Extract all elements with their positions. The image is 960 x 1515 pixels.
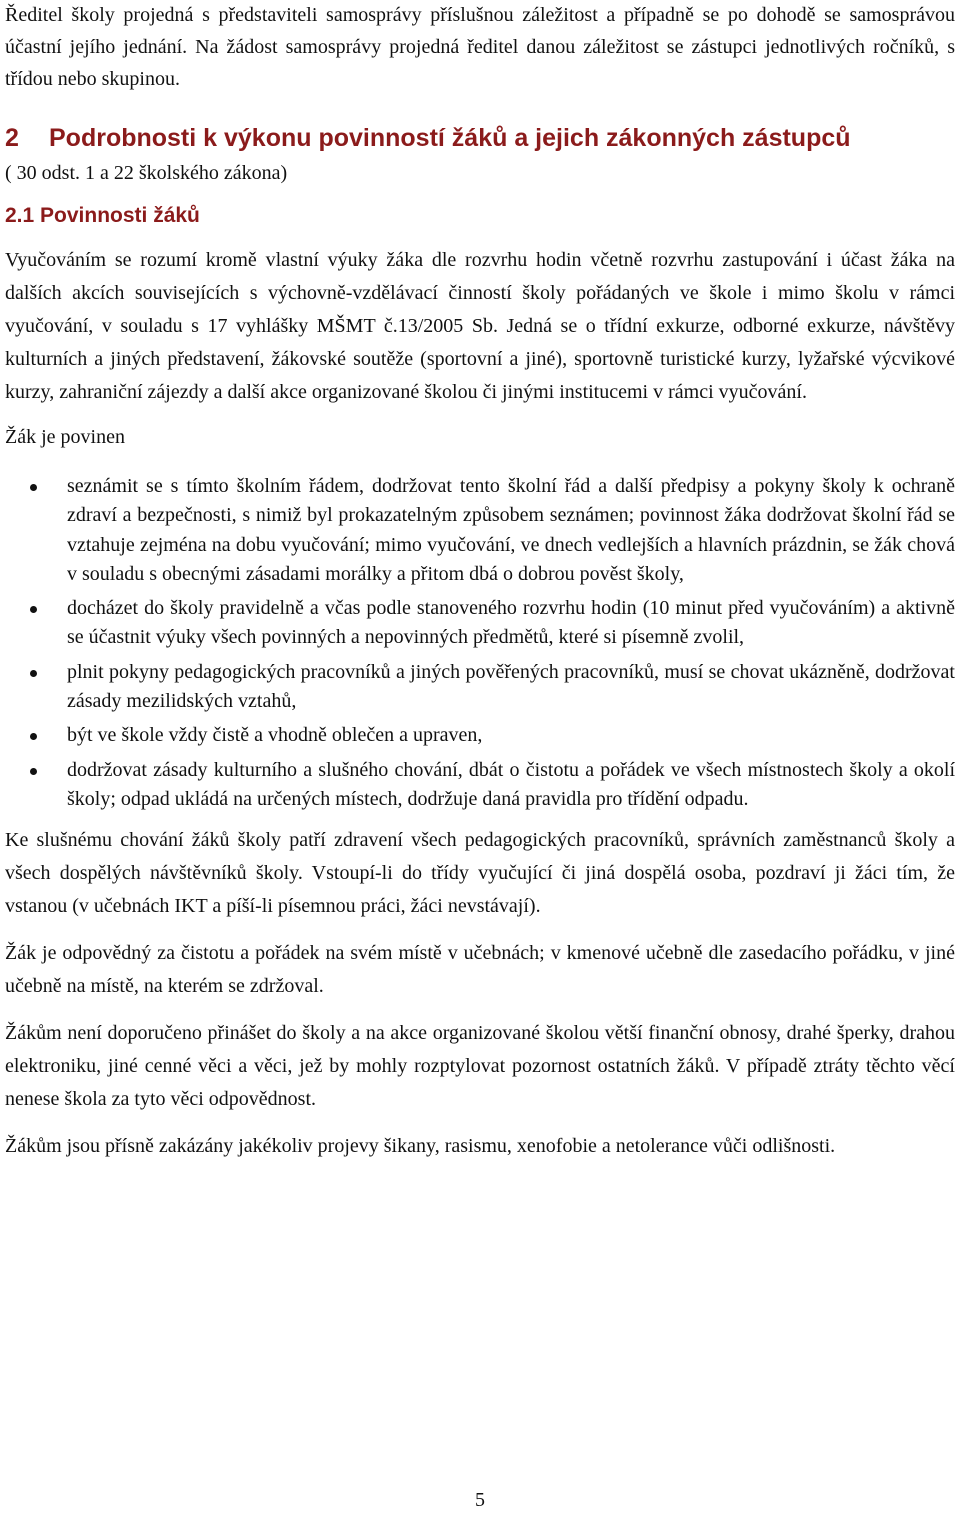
bullet-icon <box>30 484 37 491</box>
list-item <box>5 594 955 653</box>
list-item-text: seznámit se s tímto školním řádem, dodržovat tento školní řád a další předpisy a pokyny školy k ochraně zdraví a bezpečnosti, s nimiž byl prokazatelným způsobem seznámen; povinnost žáka dodržovat školní řád se vztahuje zejména na dobu vyučování; mimo vyučování, ve dnech vedlejších a hlavních prázdnin, se žák chová v souladu s obecnými zásadami morálky a přitom dbá o dobrou pověst školy, <box>67 475 955 585</box>
list-item <box>5 721 955 750</box>
section-title: Podrobnosti k výkonu povinností žáků a jejich zákonných zástupců <box>49 124 851 152</box>
list-item-text: být ve škole vždy čistě a vhodně oblečen a upraven, <box>67 724 483 747</box>
list-item <box>5 472 955 589</box>
list-item-text: plnit pokyny pedagogických pracovníků a jiných pověřených pracovníků, musí se chovat ukázněně, dodržovat zásady mezilidských vztahů, <box>67 660 955 713</box>
section-heading <box>5 119 955 157</box>
document-page <box>5 0 955 1515</box>
list-item <box>5 658 955 717</box>
subsection-heading: 2.1 Povinnosti žáků <box>5 204 200 227</box>
list-item <box>5 756 955 815</box>
list-item-text: dodržovat zásady kulturního a slušného chování, dbát o čistotu a pořádek ve všech místnostech školy a okolí školy; odpad ukládá na určených místech, dodržuje daná pravidla pro třídění odpadu. <box>67 758 955 810</box>
duties-list <box>5 472 955 814</box>
bullet-icon <box>30 670 37 677</box>
paragraph-vyucovani: Vyučováním se rozumí kromě vlastní výuky žáka dle rozvrhu hodin včetně rozvrhu zastupování i účast žáka na dalších akcích souvisejících s výchovně-vzdělávací činností školy pořádaných ve škole i mimo školu v rámci vyučování, v souladu s 17 vyhlášky MŠMT č.13/2005 Sb. Jedná se o třídní exkurze, odborné exkurze, návštěvy kulturních a jiných představení, žákovské soutěže (sportovní a jiné), sportovně turistické kurzy, lyžařské výcvikové kurzy, zahraniční zájezdy a další akce organizované školou či jinými institucemi v rámci vyučování. <box>5 249 955 403</box>
paragraph-cistota: Žák je odpovědný za čistotu a pořádek na svém místě v učebnách; v kmenové učebně dle zasedacího pořádku, v jiné učebně na místě, na kterém se zdržoval. <box>5 942 955 998</box>
section-number: 2 <box>5 124 19 152</box>
paragraph-zdraveni: Ke slušnému chování žáků školy patří zdravení všech pedagogických pracovníků, správních zaměstnanců školy a všech dospělých návštěvníků školy. Vstoupí-li do třídy vyučující či jiná dospělá osoba, pozdraví ji žáci tím, že vstanou (v učebnách IKT a píší-li písemnou práci, žáci nevstávají). <box>5 829 955 918</box>
section-reference: ( 30 odst. 1 a 22 školského zákona) <box>5 162 288 184</box>
paragraph-sikana: Žákům jsou přísně zakázány jakékoliv projevy šikany, rasismu, xenofobie a netolerance vůči odlišnosti. <box>5 1135 836 1158</box>
paragraph-cennosti: Žákům není doporučeno přinášet do školy a na akce organizované školou větší finanční obnosy, drahé šperky, drahou elektroniku, jiné cenné věci a věci, jež by mohly rozptylovat pozornost ostatních žáků. V případě ztráty těchto věcí nenese škola za tyto věci odpovědnost. <box>5 1022 955 1111</box>
bullet-icon <box>30 606 37 613</box>
duties-lead: Žák je povinen <box>5 426 125 448</box>
page-number: 5 <box>475 1489 485 1511</box>
bullet-icon <box>30 768 37 775</box>
bullet-icon <box>30 733 37 740</box>
list-item-text: docházet do školy pravidelně a včas podle stanoveného rozvrhu hodin (10 minut před vyučováním) a aktivně se účastnit výuky všech povinných a nepovinných předmětů, které si písemně zvolil, <box>67 597 955 649</box>
intro-paragraph: Ředitel školy projedná s představiteli samosprávy příslušnou záležitost a případně se po dohodě se samosprávou účastní jejího jednání. Na žádost samosprávy projedná ředitel danou záležitost se zástupci jednotlivých ročníků, s třídou nebo skupinou. <box>5 4 955 90</box>
